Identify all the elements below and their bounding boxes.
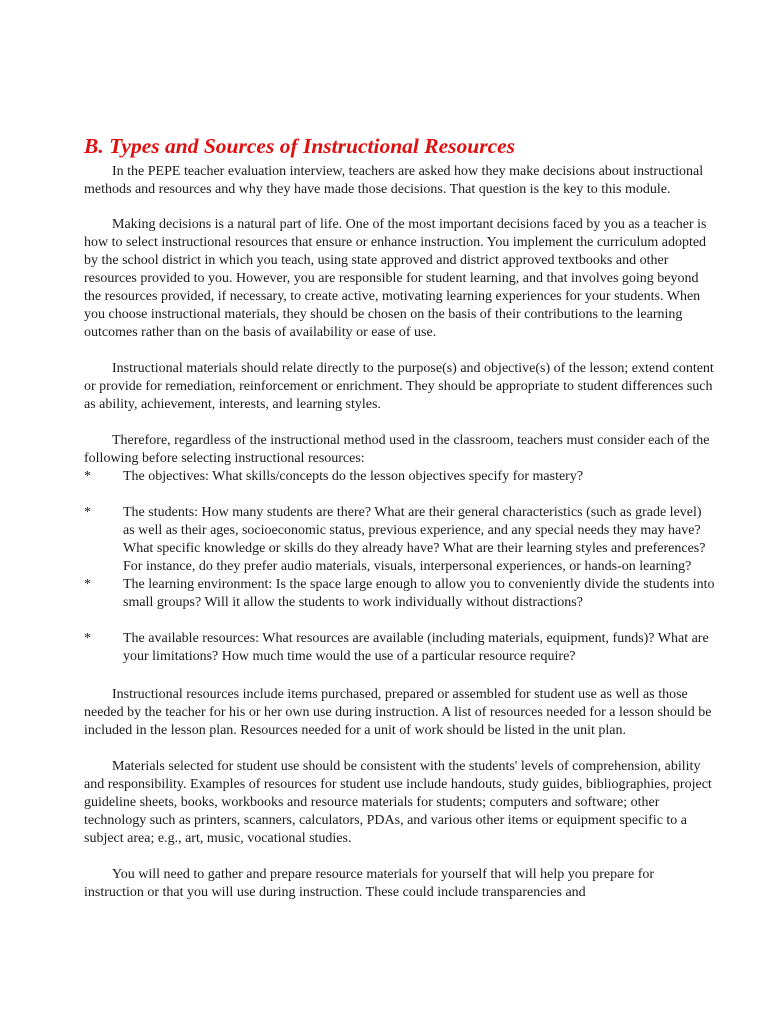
bullet-marker: *: [84, 505, 91, 520]
list-item: [84, 468, 716, 486]
list-item-text: The learning environment: Is the space large enough to allow you to conveniently divide the students into small groups? Will it allow the students to work individually without distractions?: [123, 577, 715, 610]
bullet-marker: *: [84, 469, 91, 484]
list-item: [84, 576, 716, 612]
paragraph-materials: Materials selected for student use should be consistent with the students' levels of comprehension, ability and responsibility. Examples of resources for student use include handouts, study guides, bibliographies, project guideline sheets, books, workbooks and resource materials for students; computers and software; other technology such as printers, scanners, calculators, PDAs, and various other items or equipment specific to a subject area; e.g., art, music, vocational studies.: [84, 759, 712, 846]
list-item-text: The objectives: What skills/concepts do the lesson objectives specify for mastery?: [123, 469, 584, 484]
bullet-marker: *: [84, 631, 91, 646]
document-body: [84, 163, 716, 902]
paragraph-gather: You will need to gather and prepare resource materials for yourself that will help you prepare for instruction or that you will use during instruction. These could include transparencies and: [84, 867, 655, 900]
paragraph-intro: In the PEPE teacher evaluation interview, teachers are asked how they make decisions about instructional methods and resources and why they have made those decisions. That question is the key to this module.: [84, 164, 704, 197]
list-item: [84, 504, 716, 576]
section-heading: B. Types and Sources of Instructional Resources: [84, 134, 516, 158]
considerations-list: [84, 468, 716, 666]
list-item-text: The students: How many students are there? What are their general characteristics (such as grade level) as well as their ages, socioeconomic status, previous experience, and any special needs they may have? What specific knowledge or skills do they already have? What are their learning styles and preferences? For instance, do they prefer audio materials, visuals, interpersonal experiences, or hands-on learning?: [123, 505, 706, 574]
paragraph-resources: Instructional resources include items purchased, prepared or assembled for student use as well as those needed by the teacher for his or her own use during instruction. A list of resources needed for a lesson should be included in the lesson plan. Resources needed for a unit of work should be listed in the unit plan.: [84, 687, 712, 738]
paragraph-therefore: Therefore, regardless of the instructional method used in the classroom, teachers must consider each of the following before selecting instructional resources:: [84, 433, 710, 466]
paragraph-relate: Instructional materials should relate directly to the purpose(s) and objective(s) of the lesson; extend content or provide for remediation, reinforcement or enrichment. They should be appropriate to student differences such as ability, achievement, interests, and learning styles.: [84, 361, 714, 412]
list-item-text: The available resources: What resources are available (including materials, equipment, funds)? What are your limitations? How much time would the use of a particular resource require?: [123, 631, 709, 664]
paragraph-decisions: Making decisions is a natural part of life. One of the most important decisions faced by you as a teacher is how to select instructional resources that ensure or enhance instruction. You implement the curriculum adopted by the school district in which you teach, using state approved and district approved textbooks and other resources provided to you. However, you are responsible for student learning, and that involves going beyond the resources provided, if necessary, to create active, motivating learning experiences for your students. When you choose instructional materials, they should be chosen on the basis of their contributions to the learning outcomes rather than on the basis of availability or ease of use.: [84, 217, 707, 340]
list-item: [84, 630, 716, 666]
bullet-marker: *: [84, 577, 91, 592]
